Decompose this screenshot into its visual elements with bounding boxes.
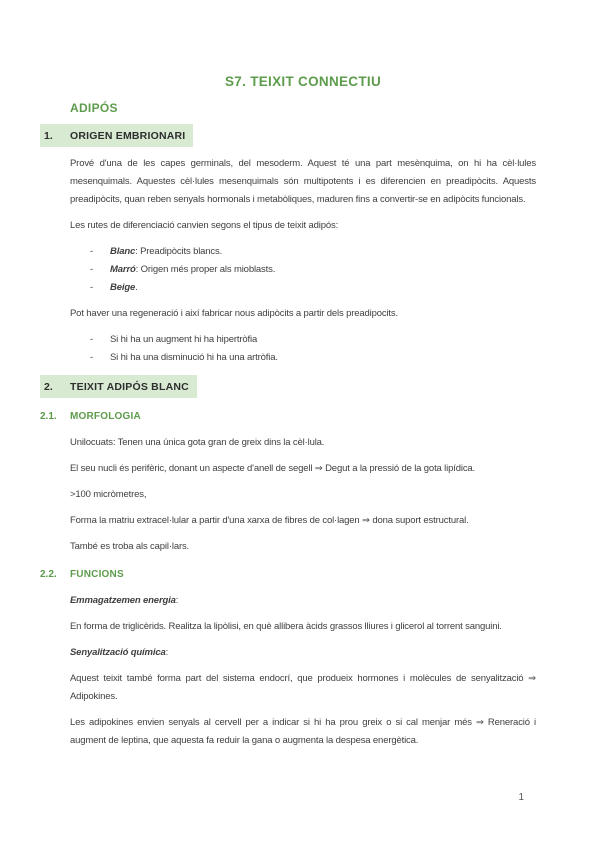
list-item: [90, 261, 536, 279]
paragraph-triglicerids: En forma de triglicèrids. Realitza la lipòlisi, en què allibera àcids grassos lliures i glicerol al torrent sanguini.: [70, 621, 502, 632]
heading-adipos: ADIPÓS: [70, 101, 118, 115]
list-item-rest: : Preadipòcits blancs.: [135, 246, 223, 257]
subsection-label: FUNCIONS: [70, 569, 124, 580]
list-item-rest: : Origen més proper als mioblasts.: [135, 264, 276, 275]
section-heading-2: [40, 375, 536, 398]
paragraph-senyalitzacio-titol: [70, 644, 536, 662]
section-label: TEIXIT ADIPÓS BLANC: [70, 381, 189, 393]
list-item-text: Si hi ha una disminució hi ha una artròfia.: [110, 352, 278, 363]
bullet-list-tipus: [90, 243, 536, 297]
document-title: S7. TEIXIT CONNECTIU: [224, 74, 382, 89]
list-item: [90, 349, 536, 367]
paragraph-nucli: El seu nucli és perifèric, donant un aspecte d'anell de segell ⇒ Degut a la pressió de la gota lipídica.: [70, 463, 476, 474]
section-heading-1: [40, 124, 536, 147]
paragraph-adipokines: Les adipokines envien senyals al cervell per a indicar si hi ha prou greix o si cal menjar més ⇒ Reneració i augment de leptina, que aquesta fa reduir la gana o augmenta la despesa energètica.: [70, 717, 536, 746]
run-bold-italic: Senyalització química: [70, 647, 166, 658]
list-item-lead: Blanc: [110, 246, 136, 257]
run-bold-italic: Emmagatzemen energia: [70, 595, 176, 606]
paragraph-rutes: Les rutes de diferenciació canvien segons el tipus de teixit adipós:: [70, 220, 339, 231]
paragraph-matriu: Forma la matriu extracel·lular a partir d'una xarxa de fibres de col·lagen ⇒ dona suport estructural.: [70, 515, 469, 526]
paragraph-regeneracio: Pot haver una regeneració i així fabricar nous adipòcits a partir dels preadipocits.: [70, 308, 399, 319]
paragraph-origen: Prové d'una de les capes germinals, del mesoderm. Aquest té una part mesènquima, on hi ha cèl·lules mesenquimals. Aquestes cèl·lules mesenquimals són multipotents i es diferencien en preadipòcits. Aquests preadipòcits, quan reben senyals hormonals i metabòliques, maduren fins a convertir-se en adipòcits funcionals.: [70, 158, 536, 205]
list-item-lead: Marró: [110, 264, 136, 275]
section-number: 1.: [44, 130, 53, 142]
section-label: ORIGEN EMBRIONARI: [70, 130, 186, 142]
bullet-dash: -: [90, 282, 94, 293]
run-plain: :: [175, 595, 179, 606]
bullet-dash: -: [90, 334, 94, 345]
bullet-list-canvis: [90, 331, 536, 367]
list-item: [90, 331, 536, 349]
list-item-lead: Beige: [110, 282, 136, 293]
bullet-dash: -: [90, 264, 94, 275]
subsection-label: MORFOLOGIA: [70, 411, 141, 422]
list-item-rest: .: [135, 282, 138, 293]
page-number: 1: [518, 792, 524, 803]
paragraph-energia-titol: [70, 592, 536, 610]
subsection-number: 2.1.: [40, 411, 57, 422]
bullet-dash: -: [90, 246, 94, 257]
subsection-number: 2.2.: [40, 569, 57, 580]
paragraph-capilars: També es troba als capil·lars.: [70, 541, 190, 552]
bullet-dash: -: [90, 352, 94, 363]
run-plain: :: [165, 647, 169, 658]
heading-highlight: [40, 375, 197, 398]
list-item: [90, 279, 536, 297]
paragraph-endocri: Aquest teixit també forma part del sistema endocrí, que produeix hormones i molècules de senyalització ⇒ Adipokines.: [70, 673, 536, 702]
heading-highlight: [40, 124, 193, 147]
subsection-heading-2-2: [40, 564, 536, 584]
list-item-text: Si hi ha un augment hi ha hipertròfia: [110, 334, 258, 345]
paragraph-micrometres: >100 micròmetres,: [70, 489, 147, 500]
paragraph-unilocuats: Unilocuats: Tenen una única gota gran de greix dins la cèl·lula.: [70, 437, 325, 448]
subsection-heading-2-1: [40, 406, 536, 426]
list-item: [90, 243, 536, 261]
section-number: 2.: [44, 381, 53, 393]
